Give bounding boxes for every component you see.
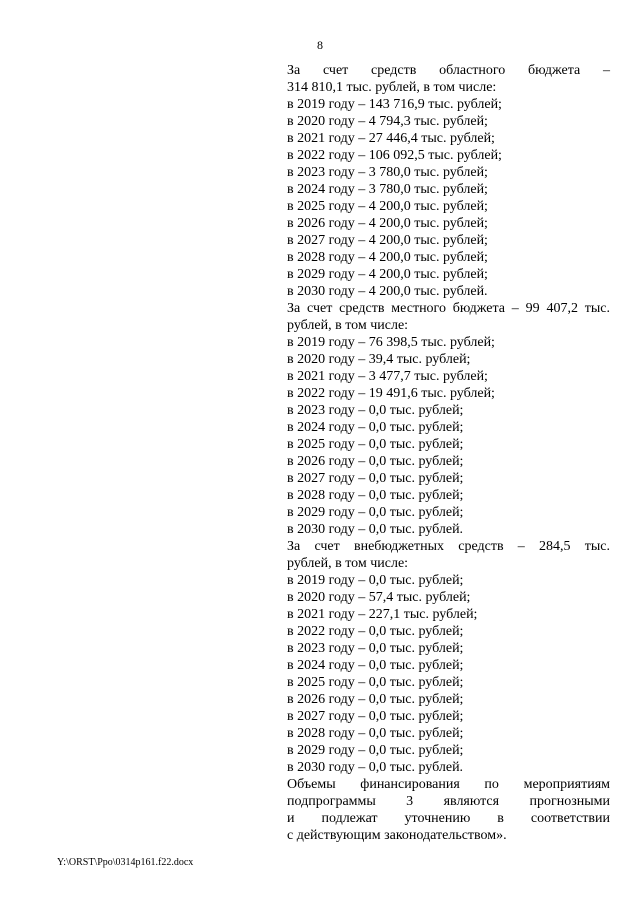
section-heading-line: За счет средств областного бюджета – (287, 63, 610, 78)
section-heading-line: рублей, в том числе: (287, 318, 409, 333)
year-line: в 2023 году – 0,0 тыс. рублей; (287, 641, 464, 656)
year-line: в 2019 году – 76 398,5 тыс. рублей; (287, 335, 495, 350)
year-line: в 2022 году – 19 491,6 тыс. рублей; (287, 386, 495, 401)
year-line: в 2029 году – 0,0 тыс. рублей; (287, 505, 464, 520)
year-line: в 2019 году – 143 716,9 тыс. рублей; (287, 97, 502, 112)
section-heading-line: 314 810,1 тыс. рублей, в том числе: (287, 80, 497, 95)
year-line: в 2020 году – 4 794,3 тыс. рублей; (287, 114, 488, 129)
section-heading-line: За счет внебюджетных средств – 284,5 тыс. (287, 539, 610, 554)
year-line: в 2023 году – 3 780,0 тыс. рублей; (287, 165, 488, 180)
year-line: в 2026 году – 0,0 тыс. рублей; (287, 692, 464, 707)
year-line: в 2028 году – 4 200,0 тыс. рублей; (287, 250, 488, 265)
year-line: в 2030 году – 0,0 тыс. рублей. (287, 522, 464, 537)
year-line: в 2021 году – 27 446,4 тыс. рублей; (287, 131, 495, 146)
section-heading-line: рублей, в том числе: (287, 556, 409, 571)
year-line: в 2024 году – 0,0 тыс. рублей; (287, 658, 464, 673)
year-line: в 2020 году – 39,4 тыс. рублей; (287, 352, 471, 367)
year-line: в 2025 году – 0,0 тыс. рублей; (287, 437, 464, 452)
year-line: в 2022 году – 0,0 тыс. рублей; (287, 624, 464, 639)
year-line: в 2019 году – 0,0 тыс. рублей; (287, 573, 464, 588)
year-line: в 2030 году – 4 200,0 тыс. рублей. (287, 284, 488, 299)
closing-line: подпрограммы 3 являются прогнозными (287, 794, 610, 809)
year-line: в 2030 году – 0,0 тыс. рублей. (287, 760, 464, 775)
year-line: в 2029 году – 0,0 тыс. рублей; (287, 743, 464, 758)
year-line: в 2024 году – 3 780,0 тыс. рублей; (287, 182, 488, 197)
year-line: в 2025 году – 0,0 тыс. рублей; (287, 675, 464, 690)
extrabudgetary-section (287, 538, 610, 776)
year-line: в 2029 году – 4 200,0 тыс. рублей; (287, 267, 488, 282)
year-line: в 2025 году – 4 200,0 тыс. рублей; (287, 199, 488, 214)
year-line: в 2020 году – 57,4 тыс. рублей; (287, 590, 471, 605)
local-budget-section (287, 300, 610, 538)
year-line: в 2026 году – 4 200,0 тыс. рублей; (287, 216, 488, 231)
section-heading-line: За счет средств местного бюджета – 99 407,2 тыс. (287, 301, 610, 316)
year-line: в 2024 году – 0,0 тыс. рублей; (287, 420, 464, 435)
closing-line: и подлежат уточнению в соответствии (287, 811, 610, 826)
year-line: в 2027 году – 0,0 тыс. рублей; (287, 471, 464, 486)
year-line: в 2028 году – 0,0 тыс. рублей; (287, 488, 464, 503)
financing-text (287, 62, 610, 844)
closing-line: Объемы финансирования по мероприятиям (287, 777, 610, 792)
year-line: в 2027 году – 4 200,0 тыс. рублей; (287, 233, 488, 248)
year-line: в 2021 году – 3 477,7 тыс. рублей; (287, 369, 488, 384)
year-line: в 2022 году – 106 092,5 тыс. рублей; (287, 148, 502, 163)
file-path-footer: Y:\ORST\Ppo\0314p161.f22.docx (57, 857, 194, 868)
regional-budget-section (287, 62, 610, 300)
year-line: в 2027 году – 0,0 тыс. рублей; (287, 709, 464, 724)
year-line: в 2021 году – 227,1 тыс. рублей; (287, 607, 478, 622)
year-line: в 2026 году – 0,0 тыс. рублей; (287, 454, 464, 469)
closing-line: с действующим законодательством». (287, 828, 507, 843)
year-line: в 2023 году – 0,0 тыс. рублей; (287, 403, 464, 418)
year-line: в 2028 году – 0,0 тыс. рублей; (287, 726, 464, 741)
closing-paragraph (287, 776, 610, 844)
page-number: 8 (317, 38, 323, 52)
